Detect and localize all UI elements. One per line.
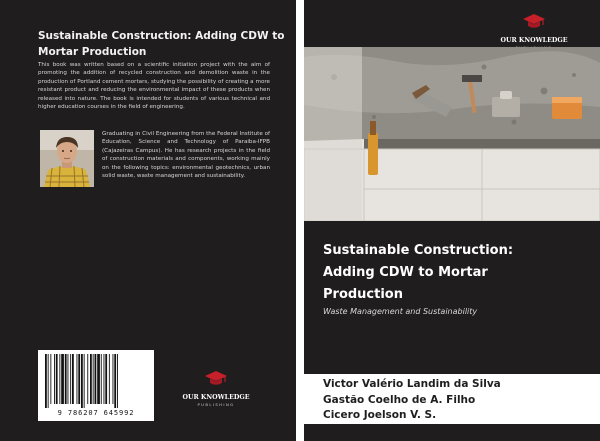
graduation-cap-icon — [204, 370, 228, 388]
title-line: Adding CDW to Mortar — [323, 265, 488, 280]
front-publisher-logo — [492, 13, 576, 50]
publisher-sub: PUBLISHING — [197, 402, 235, 407]
barcode-bar — [109, 354, 110, 404]
publisher-name: OUR KNOWLEDGE — [182, 394, 250, 401]
isbn-barcode — [38, 350, 154, 421]
barcode-bar — [77, 354, 78, 404]
back-cover-title: Sustainable Construction: Adding CDW to Mortar Production — [38, 30, 285, 58]
author-name: Cicero Joelson V. S. — [323, 409, 437, 421]
publisher-name: OUR KNOWLEDGE — [500, 37, 568, 44]
barcode-bar — [93, 354, 94, 404]
barcode-bars — [44, 354, 148, 408]
barcode-bar — [101, 354, 102, 404]
barcode-bar — [117, 354, 118, 408]
barcode-bar — [65, 354, 67, 404]
barcode-bar — [113, 354, 114, 404]
author-photo — [40, 130, 94, 187]
barcode-bar — [54, 354, 55, 404]
barcode-bar — [72, 354, 74, 404]
author-bio: Graduating in Civil Engineering from the Federal Institute of Education, Science and Technology of Paraiba-IFPB (Cajazeiras Campus). He has research projects in the field of construction materials and components, working mainly on the following topics: environmental geotechnics, urban solid waste, waste management and sustainability. — [102, 131, 270, 180]
front-cover-subtitle: Waste Management and Sustainability — [323, 307, 478, 316]
barcode-bar — [61, 354, 64, 404]
back-publisher-logo — [176, 370, 256, 407]
barcode-bar — [81, 354, 83, 408]
barcode-bar — [84, 354, 85, 408]
author-name: Gastão Coelho de A. Filho — [323, 393, 476, 406]
barcode-bar — [114, 354, 116, 408]
barcode-bar — [104, 354, 105, 404]
graduation-cap-icon — [522, 13, 546, 31]
barcode-bar — [70, 354, 71, 404]
title-line: Sustainable Construction: — [323, 243, 514, 258]
barcode-bar — [87, 354, 88, 404]
barcode-bar — [78, 354, 80, 404]
spine — [296, 0, 304, 441]
barcode-bar — [59, 354, 60, 404]
barcode-bar — [105, 354, 107, 404]
barcode-bar — [48, 354, 49, 408]
barcode-bar — [56, 354, 58, 404]
cover-photo — [304, 47, 600, 221]
barcode-bar — [68, 354, 69, 404]
back-cover-blurb: This book was written based on a scientific initiation project with the aim of promoting the addition of recycled construction and demolition waste in the production of Portland cement mortars, studying the possibility of creating a more resistant product and reducing the environmental impact of these products when released into nature. The book is intended for students of various technical and higher education courses in the field of engineering. — [38, 62, 270, 111]
barcode-bar — [90, 354, 92, 404]
barcode-bar — [95, 354, 97, 404]
author-name: Victor Valério Landim da Silva — [323, 378, 501, 390]
barcode-bar — [97, 354, 100, 404]
front-cover-title — [323, 240, 585, 306]
author-list — [323, 377, 593, 424]
barcode-bar — [50, 354, 51, 404]
title-line: Production — [323, 287, 403, 302]
barcode-bar — [45, 354, 47, 408]
isbn-number: 9 786207 645992 — [57, 409, 135, 417]
